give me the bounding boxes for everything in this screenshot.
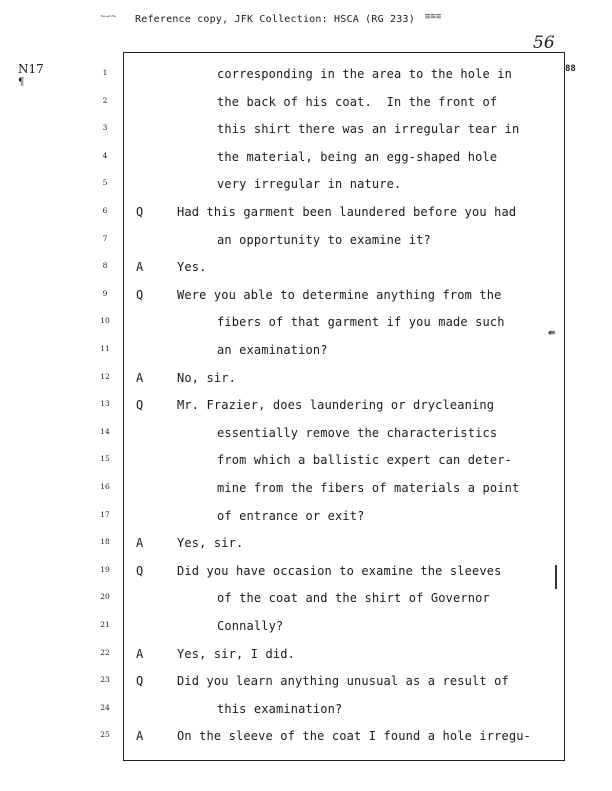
transcript-line (0, 454, 612, 481)
margin-bracket-icon: ⇚ (548, 325, 556, 339)
line-number: 13 (100, 399, 110, 409)
transcript-line (0, 96, 612, 123)
transcript-line (0, 68, 612, 95)
line-number: 6 (102, 206, 108, 215)
transcript-line (0, 289, 612, 316)
line-number: 7 (102, 233, 108, 243)
line-text: an examination? (217, 343, 328, 357)
line-number: 15 (100, 454, 110, 464)
line-text: the material, being an egg-shaped hole (217, 149, 498, 164)
line-text: this shirt there was an irregular tear in (217, 122, 520, 137)
transcript-line (0, 427, 612, 454)
line-number: 12 (100, 371, 110, 381)
header-scribble-left: ~∽~ (100, 12, 117, 22)
line-text: Yes. (177, 260, 207, 275)
line-number: 21 (100, 620, 110, 629)
transcript-line (0, 372, 612, 399)
transcript-line (0, 620, 612, 647)
transcript-line (0, 537, 612, 564)
line-text: Yes, sir. (177, 536, 244, 551)
header-scribble-right: ≡≋≡ (425, 12, 442, 22)
line-number: 9 (102, 288, 108, 298)
right-margin-mark: 88 (565, 64, 576, 74)
transcript-line (0, 730, 612, 757)
transcript-line (0, 703, 612, 730)
speaker-label: A (136, 536, 144, 551)
line-text: of the coat and the shirt of Governor (217, 591, 490, 606)
transcript-line (0, 123, 612, 150)
line-text: Connally? (217, 619, 284, 633)
line-text: Did you have occasion to examine the sleeves (177, 563, 502, 578)
line-number: 25 (100, 730, 110, 740)
line-text: essentially remove the characteristics (217, 425, 498, 440)
speaker-label: Q (136, 287, 144, 302)
transcript-line (0, 482, 612, 509)
line-text: Were you able to determine anything from the (177, 287, 502, 302)
transcript-line (0, 565, 612, 592)
speaker-label: Q (136, 674, 144, 689)
line-number: 18 (100, 537, 110, 547)
line-number: 16 (100, 482, 110, 491)
speaker-label: A (136, 729, 144, 744)
transcript-line (0, 316, 612, 343)
transcript-line (0, 178, 612, 205)
line-number: 19 (100, 564, 110, 574)
page-number: 56 (533, 33, 555, 53)
speaker-label: Q (136, 563, 144, 578)
speaker-label: A (136, 370, 144, 385)
speaker-label: A (136, 646, 144, 661)
line-number: 11 (100, 344, 110, 353)
line-number: 2 (102, 95, 108, 105)
line-text: fibers of that garment if you made such (217, 315, 505, 330)
line-text: Mr. Frazier, does laundering or drycleaning (177, 398, 495, 413)
line-number: 24 (100, 702, 110, 712)
line-text: this examination? (217, 701, 343, 716)
line-text: No, sir. (177, 370, 236, 385)
line-text: an opportunity to examine it? (217, 232, 431, 247)
line-number: 23 (100, 675, 110, 685)
line-text: Did you learn anything unusual as a result of (177, 674, 509, 689)
line-number: 3 (102, 123, 108, 133)
line-text: of entrance or exit? (217, 508, 365, 523)
document-header: Reference copy, JFK Collection: HSCA (RG 233) (135, 14, 415, 25)
transcript-line (0, 151, 612, 178)
line-number: 22 (100, 647, 110, 657)
transcript-line (0, 675, 612, 702)
line-number: 20 (100, 592, 110, 602)
transcript-line (0, 648, 612, 675)
line-text: very irregular in nature. (217, 177, 402, 192)
transcript-line (0, 234, 612, 261)
transcript-line (0, 399, 612, 426)
line-number: 14 (100, 426, 110, 436)
transcript-line (0, 206, 612, 233)
frame-top-rule (123, 52, 565, 53)
line-number: 4 (102, 150, 108, 160)
speaker-label: Q (136, 205, 144, 219)
line-text: the back of his coat. In the front of (217, 94, 498, 109)
frame-bottom-rule (123, 760, 565, 761)
line-text: corresponding in the area to the hole in (217, 67, 512, 81)
line-text: Yes, sir, I did. (177, 646, 295, 661)
line-text: Had this garment been laundered before you had (177, 205, 517, 219)
line-text: mine from the fibers of materials a point (217, 481, 520, 495)
margin-squiggle-icon: ¶ (18, 77, 25, 88)
line-text: from which a ballistic expert can deter- (217, 453, 512, 468)
speaker-label: A (136, 260, 144, 275)
transcript-line (0, 592, 612, 619)
margin-note-label: N17 (18, 62, 44, 76)
line-number: 8 (102, 261, 108, 271)
line-number: 10 (100, 316, 110, 326)
transcript-line (0, 261, 612, 288)
speaker-label: Q (136, 398, 144, 413)
line-number: 1 (102, 68, 108, 77)
line-number: 17 (100, 509, 110, 519)
transcript-line (0, 344, 612, 371)
transcript-line (0, 510, 612, 537)
line-text: On the sleeve of the coat I found a hole irregu- (177, 729, 531, 744)
line-number: 5 (102, 178, 108, 188)
